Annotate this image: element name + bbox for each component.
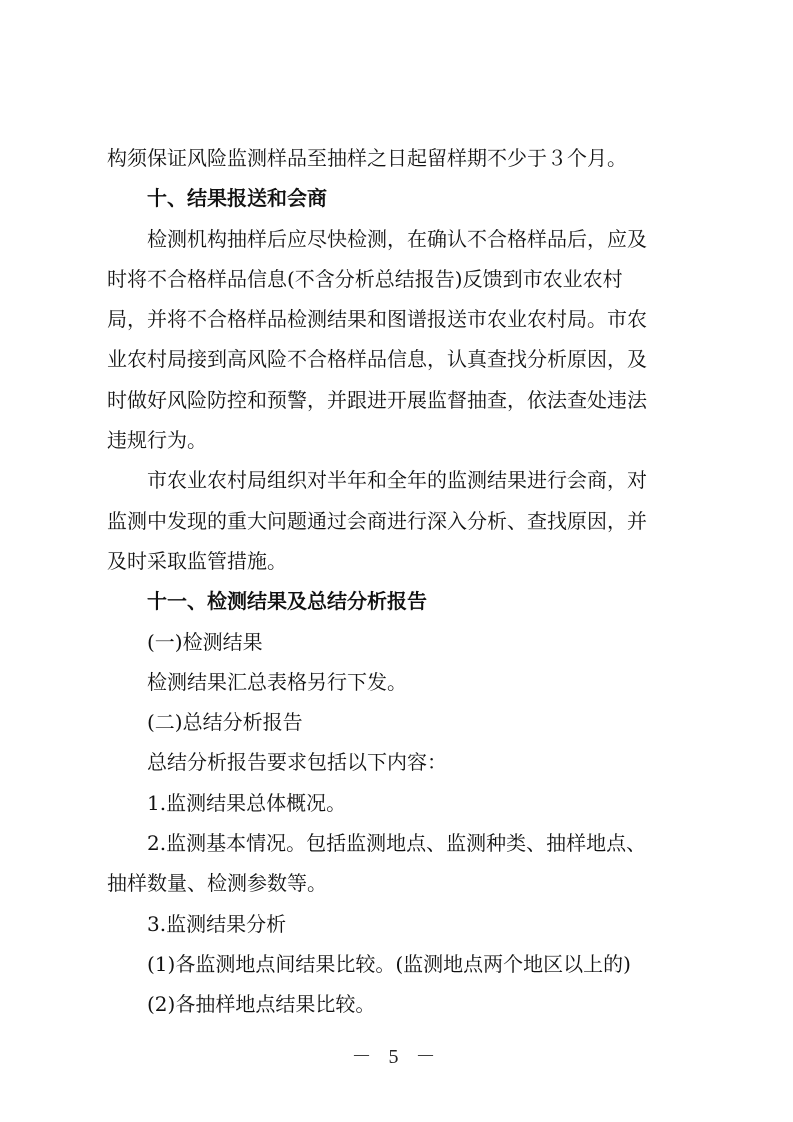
list-item-continuation: 抽样数量、检测参数等。 — [107, 871, 327, 896]
paragraph-line: 业农村局接到高风险不合格样品信息，认真查找分析原因，及 — [107, 347, 647, 372]
list-item: (1)各监测地点间结果比较。(监测地点两个地区以上的) — [147, 951, 631, 976]
list-item: 1.监测结果总体概况。 — [147, 790, 347, 815]
paragraph-line: 检测结果汇总表格另行下发。 — [147, 669, 407, 694]
page-number: － 5 － — [351, 1046, 442, 1068]
subsection-heading: (二)总结分析报告 — [147, 710, 303, 735]
paragraph-line: 检测机构抽样后应尽快检测，在确认不合格样品后，应及 — [147, 226, 647, 251]
list-item: 3.监测结果分析 — [147, 911, 287, 936]
paragraph-line: 及时采取监管措施。 — [107, 548, 287, 573]
paragraph-line: 局，并将不合格样品检测结果和图谱报送市农业农村局。市农 — [107, 307, 647, 332]
section-heading: 十、结果报送和会商 — [147, 186, 327, 211]
paragraph-line: 时将不合格样品信息(不含分析总结报告)反馈到市农业农村 — [107, 266, 623, 291]
paragraph-line: 市农业农村局组织对半年和全年的监测结果进行会商，对 — [147, 468, 647, 493]
paragraph-line: 总结分析报告要求包括以下内容： — [147, 750, 447, 775]
list-item: 2.监测基本情况。包括监测地点、监测种类、抽样地点、 — [147, 831, 647, 856]
paragraph-line: 监测中发现的重大问题通过会商进行深入分析、查找原因，并 — [107, 508, 647, 533]
paragraph-line: 构须保证风险监测样品至抽样之日起留样期不少于３个月。 — [107, 146, 627, 170]
paragraph-line: 时做好风险防控和预警，并跟进开展监督抽查，依法查处违法 — [107, 387, 647, 412]
paragraph-line: 违规行为。 — [107, 428, 207, 453]
list-item: (2)各抽样地点结果比较。 — [147, 992, 376, 1017]
document-body — [107, 138, 697, 1025]
section-heading: 十一、检测结果及总结分析报告 — [147, 589, 427, 614]
subsection-heading: (一)检测结果 — [147, 629, 263, 654]
